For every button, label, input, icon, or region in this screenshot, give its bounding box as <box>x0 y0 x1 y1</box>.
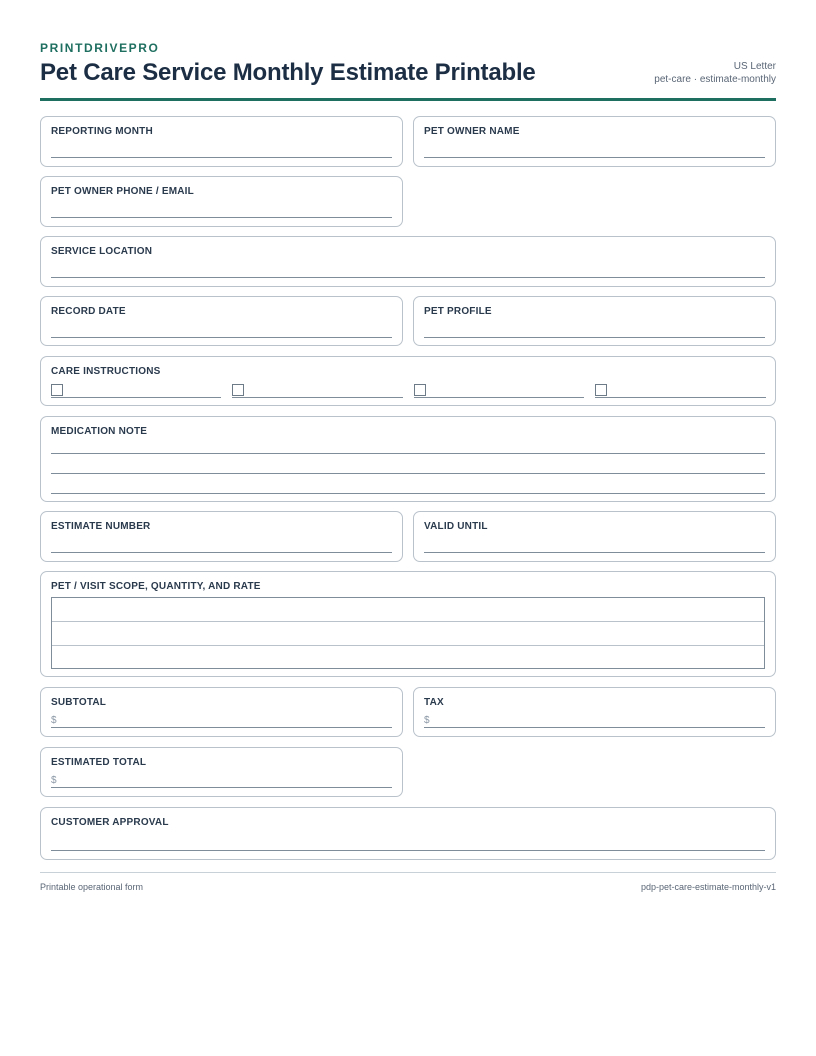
customer-approval-field <box>40 807 776 860</box>
checkbox-icon[interactable] <box>595 384 607 396</box>
field-label: CARE INSTRUCTIONS <box>51 366 161 377</box>
field-label: PET OWNER PHONE / EMAIL <box>51 186 194 197</box>
field-label: CUSTOMER APPROVAL <box>51 817 169 828</box>
customer-approval-input[interactable] <box>51 850 765 851</box>
checkbox-icon[interactable] <box>51 384 63 396</box>
estimated-total-input[interactable] <box>51 787 392 788</box>
field-label: ESTIMATE NUMBER <box>51 521 151 532</box>
field-label: VALID UNTIL <box>424 521 488 532</box>
pet-owner-name-field <box>413 116 776 167</box>
scope-table <box>51 597 765 669</box>
currency-symbol: $ <box>51 715 57 726</box>
form-page <box>40 0 776 892</box>
field-label: TAX <box>424 697 444 708</box>
valid-until-field <box>413 511 776 562</box>
pet-owner-contact-field <box>40 176 403 227</box>
reporting-month-field <box>40 116 403 167</box>
tax-field <box>413 687 776 737</box>
page-title: Pet Care Service Monthly Estimate Printable <box>40 59 536 86</box>
field-label: ESTIMATED TOTAL <box>51 757 147 768</box>
paper-size: US Letter <box>733 61 776 72</box>
table-row[interactable] <box>52 646 764 670</box>
estimate-number-input[interactable] <box>51 552 392 553</box>
care-option-2[interactable] <box>232 382 403 398</box>
field-label: SERVICE LOCATION <box>51 246 153 257</box>
table-row[interactable] <box>52 622 764 646</box>
service-location-field <box>40 236 776 287</box>
care-option-3[interactable] <box>414 382 584 398</box>
field-label: PET PROFILE <box>424 306 492 317</box>
pet-profile-field <box>413 296 776 346</box>
field-label: REPORTING MONTH <box>51 126 153 137</box>
doc-meta <box>654 60 776 86</box>
field-label: PET OWNER NAME <box>424 126 520 137</box>
form-footer <box>40 872 776 892</box>
estimate-number-field <box>40 511 403 562</box>
brand-name: PRINTDRIVEPRO <box>40 41 160 55</box>
doc-tags: pet-care · estimate-monthly <box>654 74 776 85</box>
field-label: RECORD DATE <box>51 306 126 317</box>
form-header <box>40 0 776 101</box>
tax-input[interactable] <box>424 727 765 728</box>
medication-note-field <box>40 416 776 502</box>
medication-note-line-3[interactable] <box>51 493 765 494</box>
subtotal-input[interactable] <box>51 727 392 728</box>
medication-note-line-2[interactable] <box>51 473 765 474</box>
valid-until-input[interactable] <box>424 552 765 553</box>
pet-profile-input[interactable] <box>424 337 765 338</box>
care-option-1[interactable] <box>51 382 221 398</box>
checkbox-icon[interactable] <box>232 384 244 396</box>
footer-note: Printable operational form <box>40 882 144 892</box>
table-row[interactable] <box>52 598 764 622</box>
scope-table-field <box>40 571 776 677</box>
record-date-field <box>40 296 403 346</box>
subtotal-field <box>40 687 403 737</box>
field-label: MEDICATION NOTE <box>51 426 148 437</box>
care-instructions-field <box>40 356 776 406</box>
care-option-4[interactable] <box>595 382 766 398</box>
pet-owner-name-input[interactable] <box>424 157 765 158</box>
currency-symbol: $ <box>424 715 430 726</box>
reporting-month-input[interactable] <box>51 157 392 158</box>
estimated-total-field <box>40 747 403 797</box>
field-label: PET / VISIT SCOPE, QUANTITY, AND RATE <box>51 581 261 592</box>
service-location-input[interactable] <box>51 277 765 278</box>
field-label: SUBTOTAL <box>51 697 107 708</box>
form-id: pdp-pet-care-estimate-monthly-v1 <box>640 882 776 892</box>
pet-owner-contact-input[interactable] <box>51 217 392 218</box>
medication-note-line-1[interactable] <box>51 453 765 454</box>
checkbox-icon[interactable] <box>414 384 426 396</box>
record-date-input[interactable] <box>51 337 392 338</box>
currency-symbol: $ <box>51 775 57 786</box>
